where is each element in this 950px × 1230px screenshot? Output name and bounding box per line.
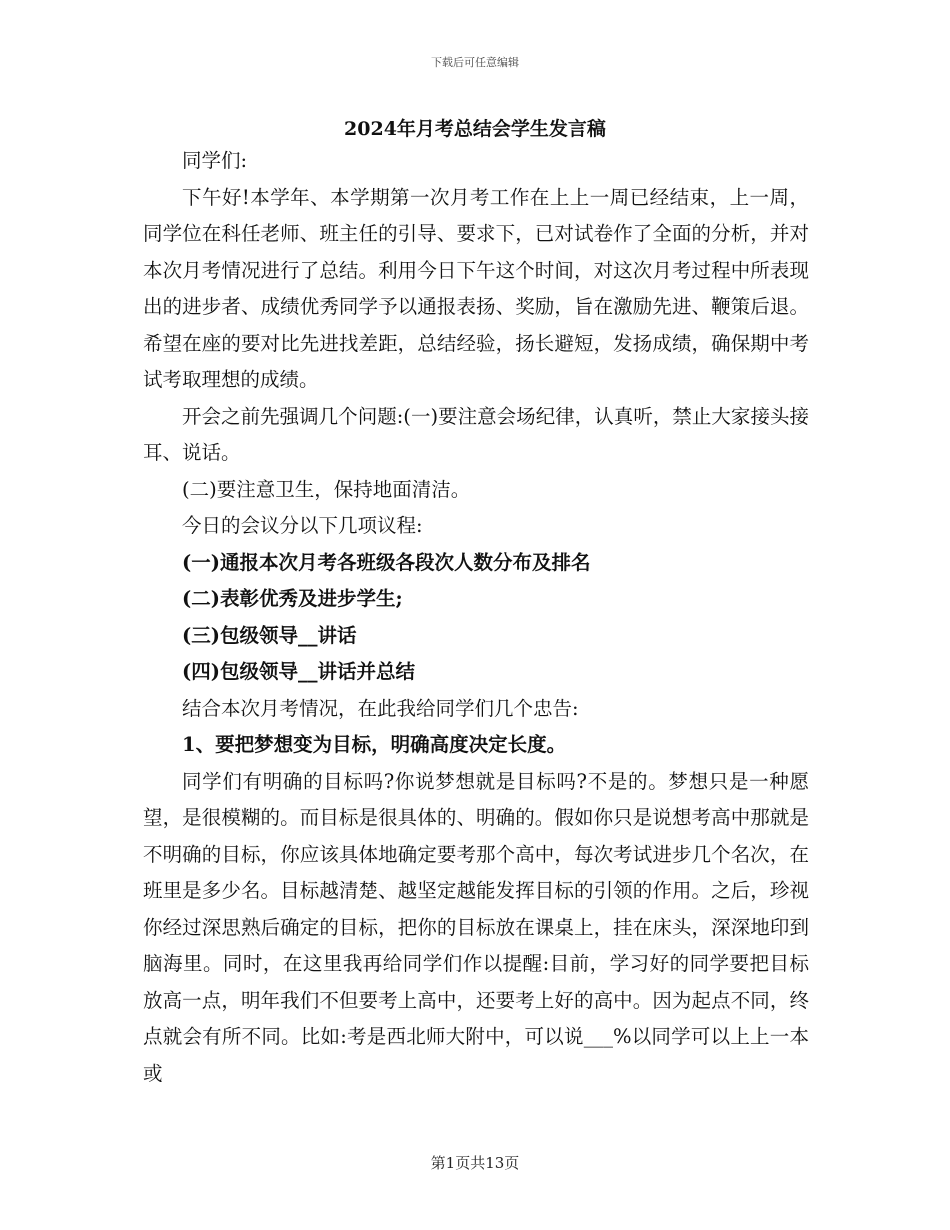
paragraph-advice-intro: 结合本次月考情况，在此我给同学们几个忠告: [182, 696, 579, 720]
paragraph-opening: 下午好!本学年、本学期第一次月考工作在上上一周已经结束，上一周，同学位在科任老师、班主任的引导、要求下，已对试卷作了全面的分析，并对本次月考情况进行了总结。利用今日下午这个时间，对这次月考过程中所表现出的进步者、成绩优秀同学予以通报表扬、奖励，旨在激励先进、鞭策后退。希望在座的要对比先进找差距，总结经验，扬长避短，发扬成绩，确保期中考试考取理想的成绩。 [143, 185, 809, 391]
agenda-item-2: (二)表彰优秀及进步学生; [182, 587, 403, 610]
paragraph-greeting: 同学们: [182, 149, 248, 172]
agenda-item-4: (四)包级领导__讲话并总结 [182, 660, 415, 683]
agenda-item-3: (三)包级领导__讲话 [182, 623, 357, 647]
paragraph-agenda-intro: 今日的会议分以下几项议程: [182, 514, 423, 537]
paragraph-discipline: 开会之前先强调几个问题:(一)要注意会场纪律，认真听，禁止大家接头接耳、说话。 [143, 404, 809, 464]
paragraph-goals: 同学们有明确的目标吗?你说梦想就是目标吗?不是的。梦想只是一种愿望，是很模糊的。而目标是很具体的、明确的。假如你只是说想考高中那就是不明确的目标，你应该具体地确定要考那个高中，每次考试进步几个名次，在班里是多少名。目标越清楚、越坚定越能发挥目标的引领的作用。之后，珍视你经过深思熟后确定的目标，把你的目标放在课桌上，挂在床头，深深地印到脑海里。同时，在这里我再给同学们作以提醒:目前，学习好的同学要把目标放高一点，明年我们不但要考上高中，还要考上好的高中。因为起点不同，终点就会有所不同。比如:考是西北师大附中，可以说___%以同学可以上上一本或 [143, 769, 809, 1085]
document-title: 2024年月考总结会学生发言稿 [344, 118, 606, 140]
paragraph-hygiene: (二)要注意卫生，保持地面清洁。 [182, 477, 471, 501]
document-body [143, 143, 809, 1092]
header-note: 下载后可任意编辑 [431, 56, 519, 69]
section-heading-1: 1、要把梦想变为目标，明确高度决定长度。 [182, 733, 567, 756]
agenda-item-1: (一)通报本次月考各班级各段次人数分布及排名 [182, 550, 591, 574]
page-number: 第1页共13页 [430, 1154, 520, 1172]
